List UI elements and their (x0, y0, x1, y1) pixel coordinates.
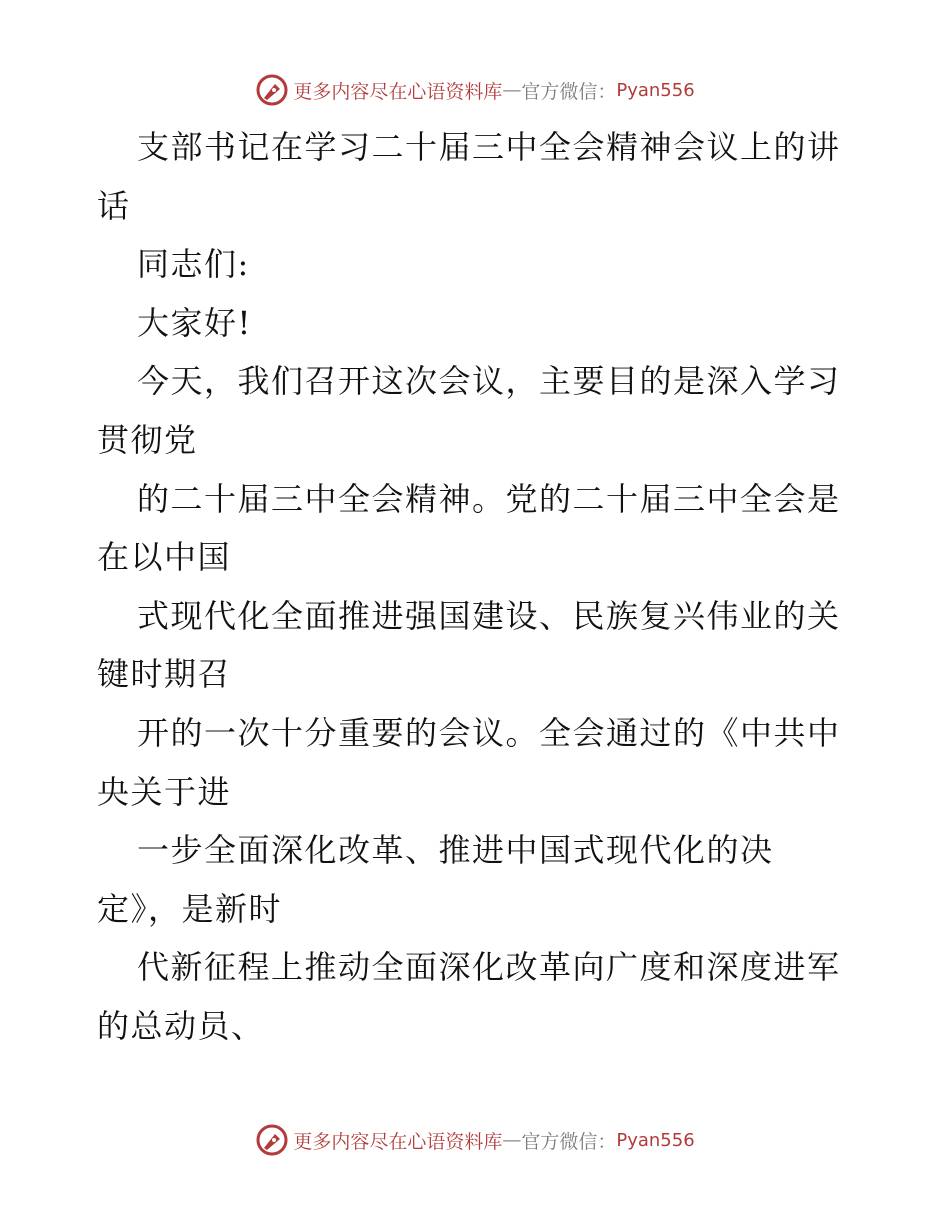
paragraph-line: 开的一次十分重要的会议。全会通过的《中共中 (137, 713, 841, 752)
title-line-2: 话 (97, 186, 131, 225)
document-body (97, 118, 857, 1056)
pen-nib-seal-icon (255, 1123, 289, 1157)
title-line-1: 支部书记在学习二十届三中全会精神会议上的讲 (137, 128, 841, 166)
paragraph-line: 代新征程上推动全面深化改革向广度和深度进军 (137, 948, 841, 987)
watermark-wechat-label: 官方微信： (521, 1130, 617, 1153)
paragraph-line: 的总动员、 (97, 1006, 265, 1045)
watermark-brand: 更多内容尽在心语资料库 (293, 80, 503, 103)
watermark-separator: — (502, 79, 522, 101)
paragraph-line: 定》，是新时 (97, 889, 283, 928)
watermark-wechat-label: 官方微信： (521, 80, 617, 103)
salutation: 同志们: (137, 245, 250, 284)
greeting: 大家好! (137, 303, 252, 342)
watermark-wechat-account: Pyan556 (616, 79, 695, 101)
paragraph-line: 在以中国 (97, 538, 232, 577)
paragraph-line: 央关于进 (97, 772, 232, 811)
watermark-wechat-account: Pyan556 (616, 1129, 695, 1151)
paragraph-line: 键时期召 (97, 655, 232, 694)
header-watermark (0, 72, 950, 108)
footer-watermark (0, 1122, 950, 1158)
watermark-brand: 更多内容尽在心语资料库 (293, 1130, 503, 1153)
pen-nib-seal-icon (255, 73, 289, 107)
paragraph-line: 今天，我们召开这次会议，主要目的是深入学习 (137, 362, 841, 401)
paragraph-line: 式现代化全面推进强国建设、民族复兴伟业的关 (137, 596, 841, 635)
watermark-separator: — (502, 1129, 522, 1151)
paragraph-line: 贯彻党 (97, 420, 198, 459)
paragraph-line: 的二十届三中全会精神。党的二十届三中全会是 (137, 479, 841, 518)
paragraph-line: 一步全面深化改革、推进中国式现代化的决 (137, 831, 774, 870)
